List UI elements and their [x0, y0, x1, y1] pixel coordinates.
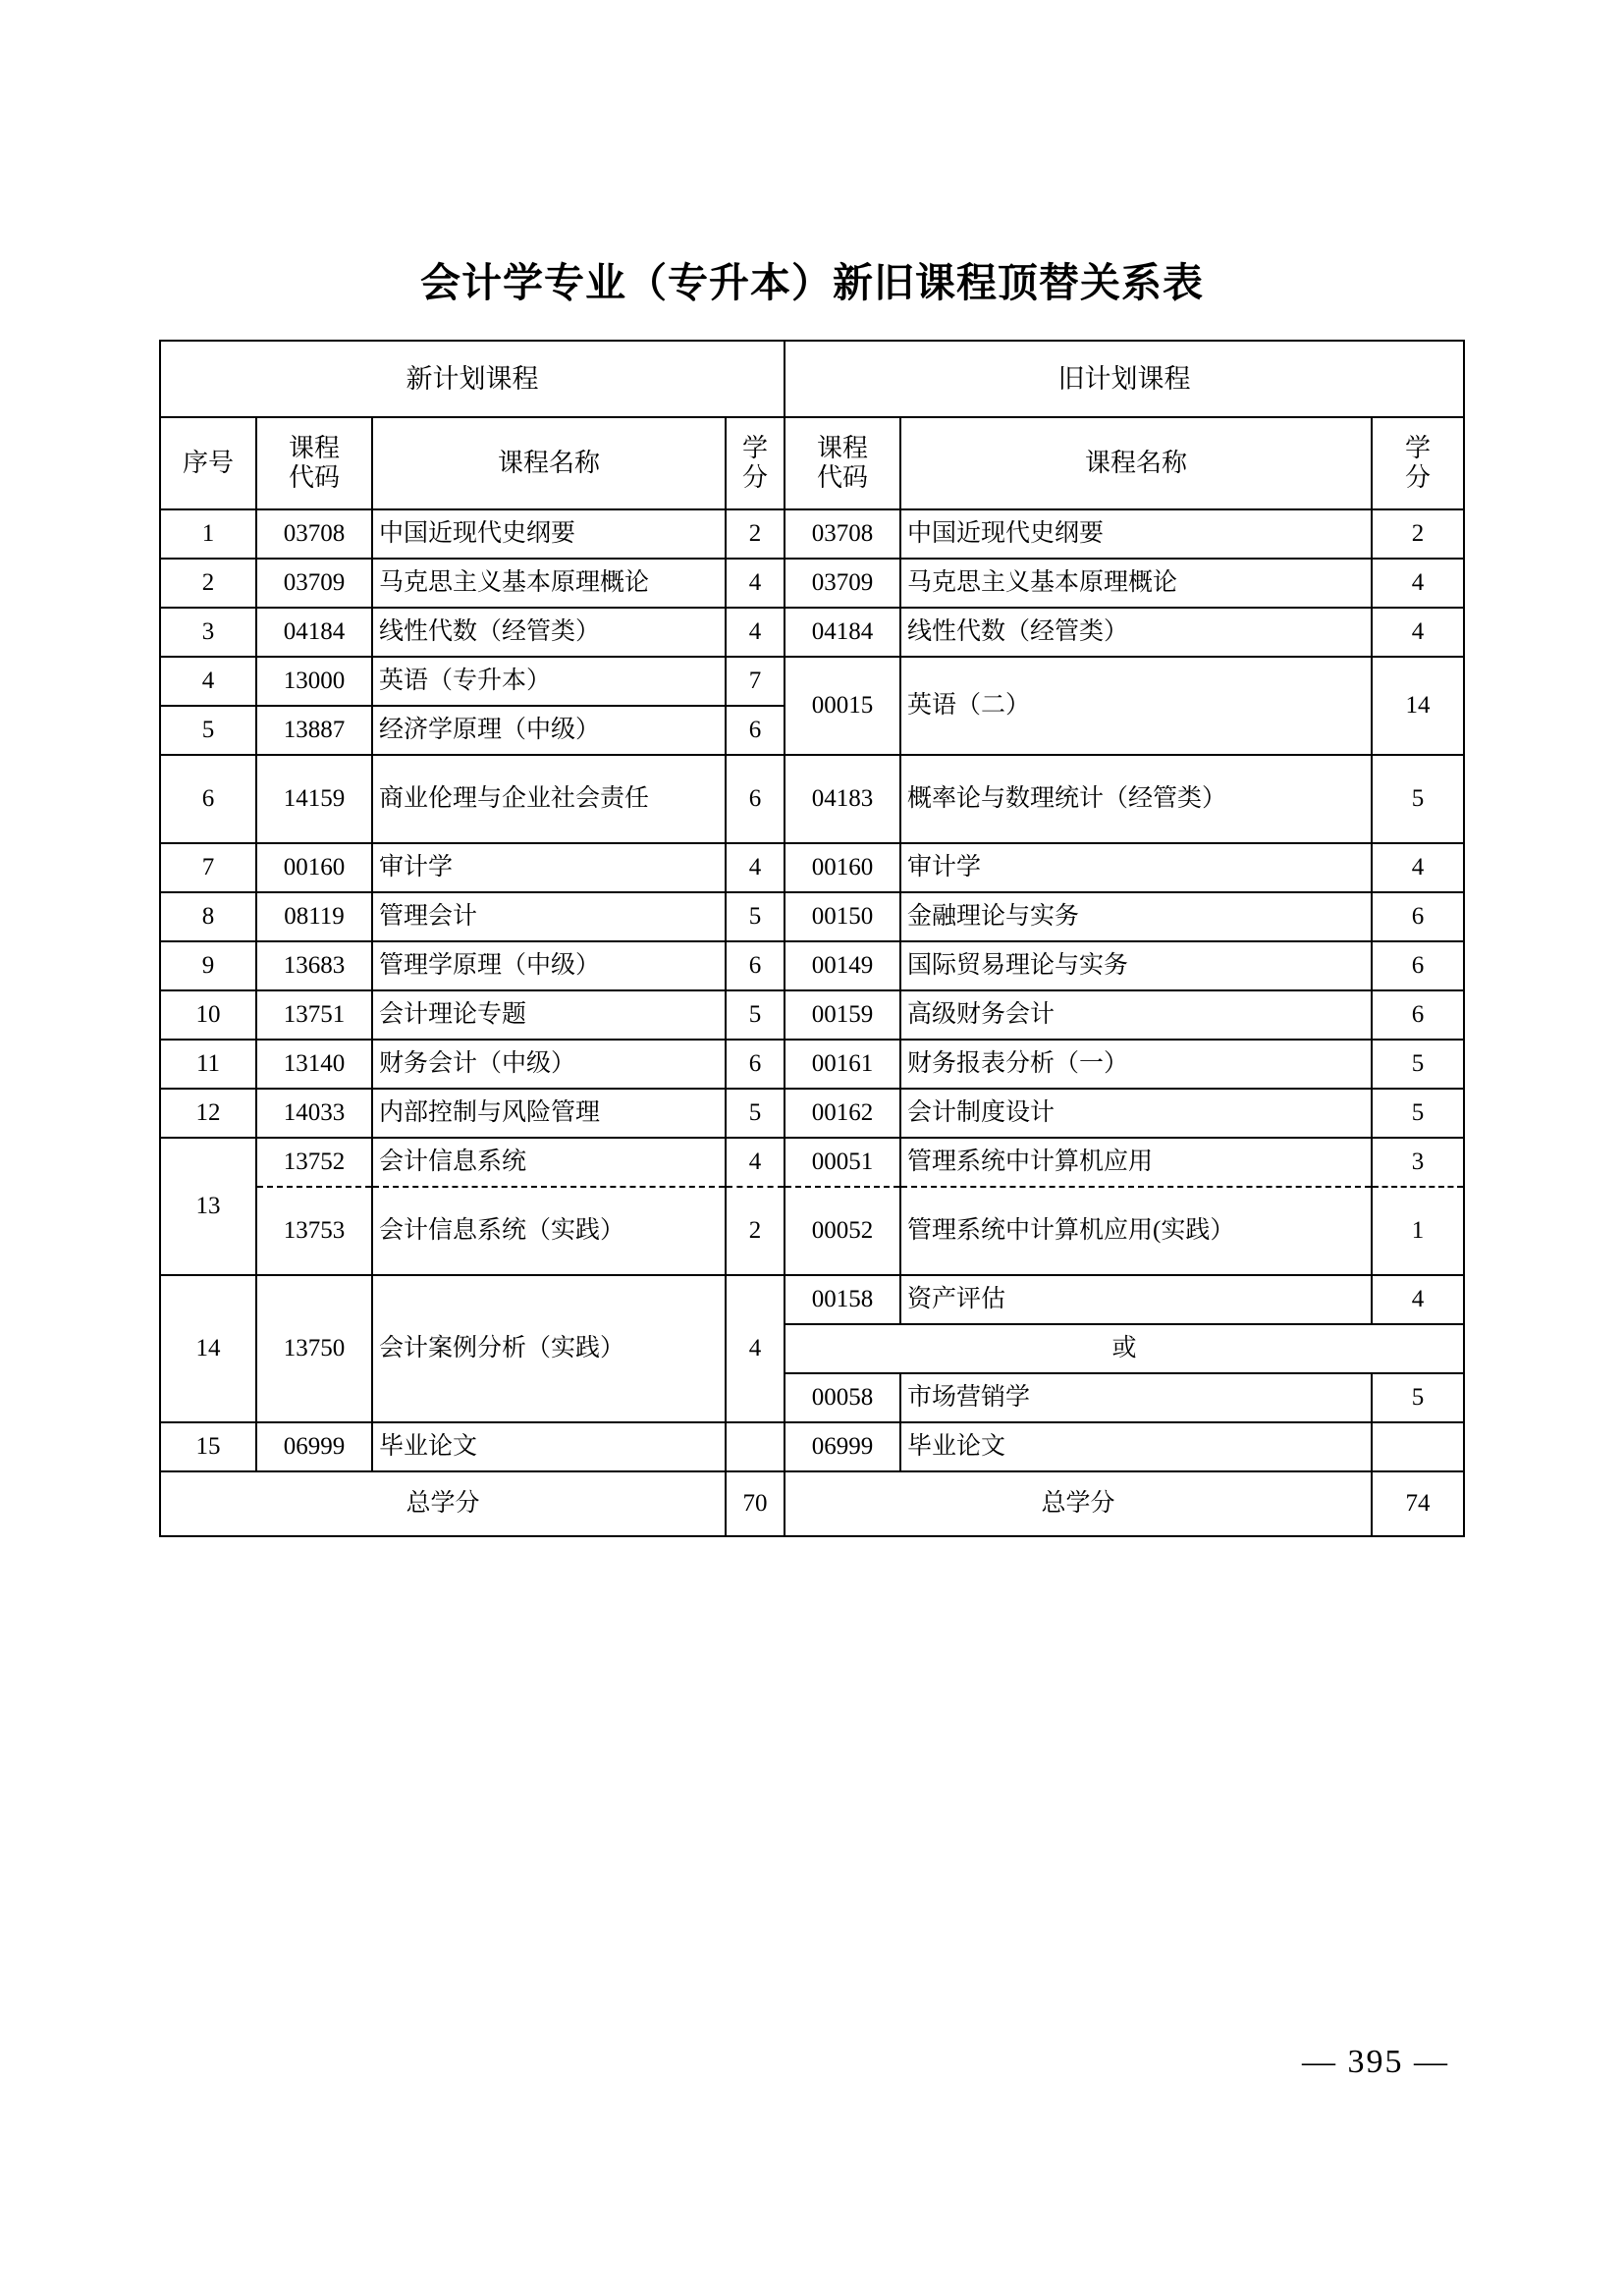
cell-new-credit: 7	[726, 657, 785, 706]
cell-old-credit: 5	[1372, 755, 1464, 843]
column-header-seq: 序号	[160, 417, 256, 509]
cell-old-name: 管理系统中计算机应用(实践）	[900, 1187, 1372, 1275]
cell-old-credit: 5	[1372, 1040, 1464, 1089]
cell-new-credit: 4	[726, 1275, 785, 1422]
cell-new-name: 会计信息系统（实践）	[372, 1187, 726, 1275]
cell-old-code: 00160	[785, 843, 900, 892]
cell-new-credit: 5	[726, 1089, 785, 1138]
cell-new-name: 内部控制与风险管理	[372, 1089, 726, 1138]
cell-new-credit: 6	[726, 755, 785, 843]
cell-new-credit: 4	[726, 608, 785, 657]
cell-new-credit: 2	[726, 1187, 785, 1275]
table-row	[160, 509, 1464, 559]
cell-new-credit: 2	[726, 509, 785, 559]
cell-new-credit: 5	[726, 892, 785, 941]
table-row	[160, 1275, 1464, 1324]
cell-old-credit: 4	[1372, 559, 1464, 608]
column-header-old-name: 课程名称	[900, 417, 1372, 509]
column-header-new-code	[256, 417, 372, 509]
cell-old-name: 线性代数（经管类）	[900, 608, 1372, 657]
cell-new-credit: 6	[726, 706, 785, 755]
table-row	[160, 1187, 1464, 1275]
cell-new-code: 13000	[256, 657, 372, 706]
cell-old-credit: 6	[1372, 990, 1464, 1040]
cell-old-credit: 14	[1372, 657, 1464, 755]
cell-new-code: 13752	[256, 1138, 372, 1187]
cell-seq: 14	[160, 1275, 256, 1422]
cell-old-name: 高级财务会计	[900, 990, 1372, 1040]
cell-new-credit: 4	[726, 1138, 785, 1187]
table-row	[160, 1040, 1464, 1089]
cell-old-name: 毕业论文	[900, 1422, 1372, 1471]
cell-old-code: 00150	[785, 892, 900, 941]
cell-new-credit: 6	[726, 1040, 785, 1089]
cell-new-name: 英语（专升本）	[372, 657, 726, 706]
cell-old-code: 03708	[785, 509, 900, 559]
cell-new-name: 会计理论专题	[372, 990, 726, 1040]
cell-old-code: 00015	[785, 657, 900, 755]
cell-new-name: 商业伦理与企业社会责任	[372, 755, 726, 843]
cell-old-name: 管理系统中计算机应用	[900, 1138, 1372, 1187]
cell-seq: 12	[160, 1089, 256, 1138]
cell-new-name: 中国近现代史纲要	[372, 509, 726, 559]
cell-old-code: 00161	[785, 1040, 900, 1089]
column-header-new-code-line2: 代码	[288, 463, 340, 492]
cell-seq: 5	[160, 706, 256, 755]
column-header-old-code-line2: 代码	[816, 463, 868, 492]
column-header-old-credit-line1: 学	[1405, 433, 1432, 462]
cell-old-name: 概率论与数理统计（经管类）	[900, 755, 1372, 843]
cell-old-name: 市场营销学	[900, 1373, 1372, 1422]
table-row	[160, 843, 1464, 892]
cell-old-code: 04184	[785, 608, 900, 657]
cell-old-credit: 6	[1372, 941, 1464, 990]
total-label-new: 总学分	[160, 1471, 726, 1536]
page-number: — 395 —	[1302, 2044, 1449, 2080]
cell-new-name: 财务会计（中级）	[372, 1040, 726, 1089]
cell-new-code: 04184	[256, 608, 372, 657]
cell-new-credit: 6	[726, 941, 785, 990]
cell-seq: 9	[160, 941, 256, 990]
cell-old-credit	[1372, 1422, 1464, 1471]
cell-new-code: 03709	[256, 559, 372, 608]
table-row	[160, 1422, 1464, 1471]
column-header-new-credit-line2: 分	[741, 463, 768, 492]
table-row	[160, 941, 1464, 990]
cell-new-name: 会计信息系统	[372, 1138, 726, 1187]
cell-old-credit: 5	[1372, 1089, 1464, 1138]
table-row	[160, 990, 1464, 1040]
group-header-new-plan: 新计划课程	[160, 341, 785, 417]
total-label-old: 总学分	[785, 1471, 1372, 1536]
cell-new-name: 线性代数（经管类）	[372, 608, 726, 657]
cell-new-credit: 4	[726, 559, 785, 608]
cell-new-name: 审计学	[372, 843, 726, 892]
cell-old-name: 中国近现代史纲要	[900, 509, 1372, 559]
cell-old-credit: 3	[1372, 1138, 1464, 1187]
cell-seq: 6	[160, 755, 256, 843]
cell-new-credit	[726, 1422, 785, 1471]
cell-old-credit: 6	[1372, 892, 1464, 941]
cell-new-code: 13751	[256, 990, 372, 1040]
table-row	[160, 755, 1464, 843]
table-row	[160, 892, 1464, 941]
cell-old-code: 00149	[785, 941, 900, 990]
cell-new-code: 06999	[256, 1422, 372, 1471]
total-value-new: 70	[726, 1471, 785, 1536]
cell-new-code: 13683	[256, 941, 372, 990]
cell-seq: 3	[160, 608, 256, 657]
cell-old-code: 00162	[785, 1089, 900, 1138]
cell-new-name: 马克思主义基本原理概论	[372, 559, 726, 608]
cell-old-credit: 4	[1372, 608, 1464, 657]
cell-old-name: 资产评估	[900, 1275, 1372, 1324]
column-header-old-code-line1: 课程	[816, 433, 868, 462]
cell-seq: 10	[160, 990, 256, 1040]
page-title: 会计学专业（专升本）新旧课程顶替关系表	[420, 260, 1204, 305]
cell-old-code: 00158	[785, 1275, 900, 1324]
cell-old-name: 国际贸易理论与实务	[900, 941, 1372, 990]
table-row	[160, 608, 1464, 657]
cell-old-name: 金融理论与实务	[900, 892, 1372, 941]
cell-seq: 15	[160, 1422, 256, 1471]
cell-new-code: 00160	[256, 843, 372, 892]
column-header-old-credit-line2: 分	[1405, 463, 1432, 492]
cell-old-credit: 4	[1372, 843, 1464, 892]
cell-new-code: 03708	[256, 509, 372, 559]
cell-old-credit: 2	[1372, 509, 1464, 559]
cell-new-name: 会计案例分析（实践）	[372, 1275, 726, 1422]
column-header-new-code-line1: 课程	[288, 433, 340, 462]
cell-new-code: 14159	[256, 755, 372, 843]
cell-seq: 8	[160, 892, 256, 941]
cell-old-credit: 5	[1372, 1373, 1464, 1422]
cell-new-code: 13140	[256, 1040, 372, 1089]
cell-old-credit: 4	[1372, 1275, 1464, 1324]
cell-new-code: 13753	[256, 1187, 372, 1275]
table-column-header-row	[160, 417, 1464, 509]
cell-new-code: 08119	[256, 892, 372, 941]
table-total-row	[160, 1471, 1464, 1536]
table-row	[160, 1138, 1464, 1187]
cell-old-code: 00159	[785, 990, 900, 1040]
table-row	[160, 559, 1464, 608]
cell-new-code: 13887	[256, 706, 372, 755]
cell-old-credit: 1	[1372, 1187, 1464, 1275]
cell-old-name: 英语（二）	[900, 657, 1372, 755]
cell-old-code: 06999	[785, 1422, 900, 1471]
table-row	[160, 657, 1464, 706]
cell-seq: 1	[160, 509, 256, 559]
cell-old-code: 00051	[785, 1138, 900, 1187]
cell-old-code: 00052	[785, 1187, 900, 1275]
table-row	[160, 1089, 1464, 1138]
cell-new-name: 经济学原理（中级）	[372, 706, 726, 755]
column-header-old-code	[785, 417, 900, 509]
cell-old-name: 审计学	[900, 843, 1372, 892]
cell-new-name: 管理学原理（中级）	[372, 941, 726, 990]
cell-new-code: 14033	[256, 1089, 372, 1138]
total-value-old: 74	[1372, 1471, 1464, 1536]
cell-new-name: 毕业论文	[372, 1422, 726, 1471]
group-header-old-plan: 旧计划课程	[785, 341, 1464, 417]
cell-old-code: 04183	[785, 755, 900, 843]
column-header-old-credit	[1372, 417, 1464, 509]
cell-old-name: 财务报表分析（一）	[900, 1040, 1372, 1089]
cell-new-name: 管理会计	[372, 892, 726, 941]
cell-seq: 13	[160, 1138, 256, 1275]
column-header-new-credit-line1: 学	[741, 433, 768, 462]
cell-new-credit: 5	[726, 990, 785, 1040]
cell-new-code: 13750	[256, 1275, 372, 1422]
course-substitution-table-container	[159, 340, 1463, 1537]
column-header-new-name: 课程名称	[372, 417, 726, 509]
course-substitution-table	[159, 340, 1465, 1537]
cell-new-credit: 4	[726, 843, 785, 892]
table-group-header-row	[160, 341, 1464, 417]
column-header-new-credit	[726, 417, 785, 509]
cell-old-code: 03709	[785, 559, 900, 608]
cell-or-label: 或	[785, 1324, 1464, 1373]
cell-seq: 11	[160, 1040, 256, 1089]
cell-old-name: 会计制度设计	[900, 1089, 1372, 1138]
cell-old-code: 00058	[785, 1373, 900, 1422]
cell-seq: 7	[160, 843, 256, 892]
cell-seq: 2	[160, 559, 256, 608]
cell-old-name: 马克思主义基本原理概论	[900, 559, 1372, 608]
cell-seq: 4	[160, 657, 256, 706]
